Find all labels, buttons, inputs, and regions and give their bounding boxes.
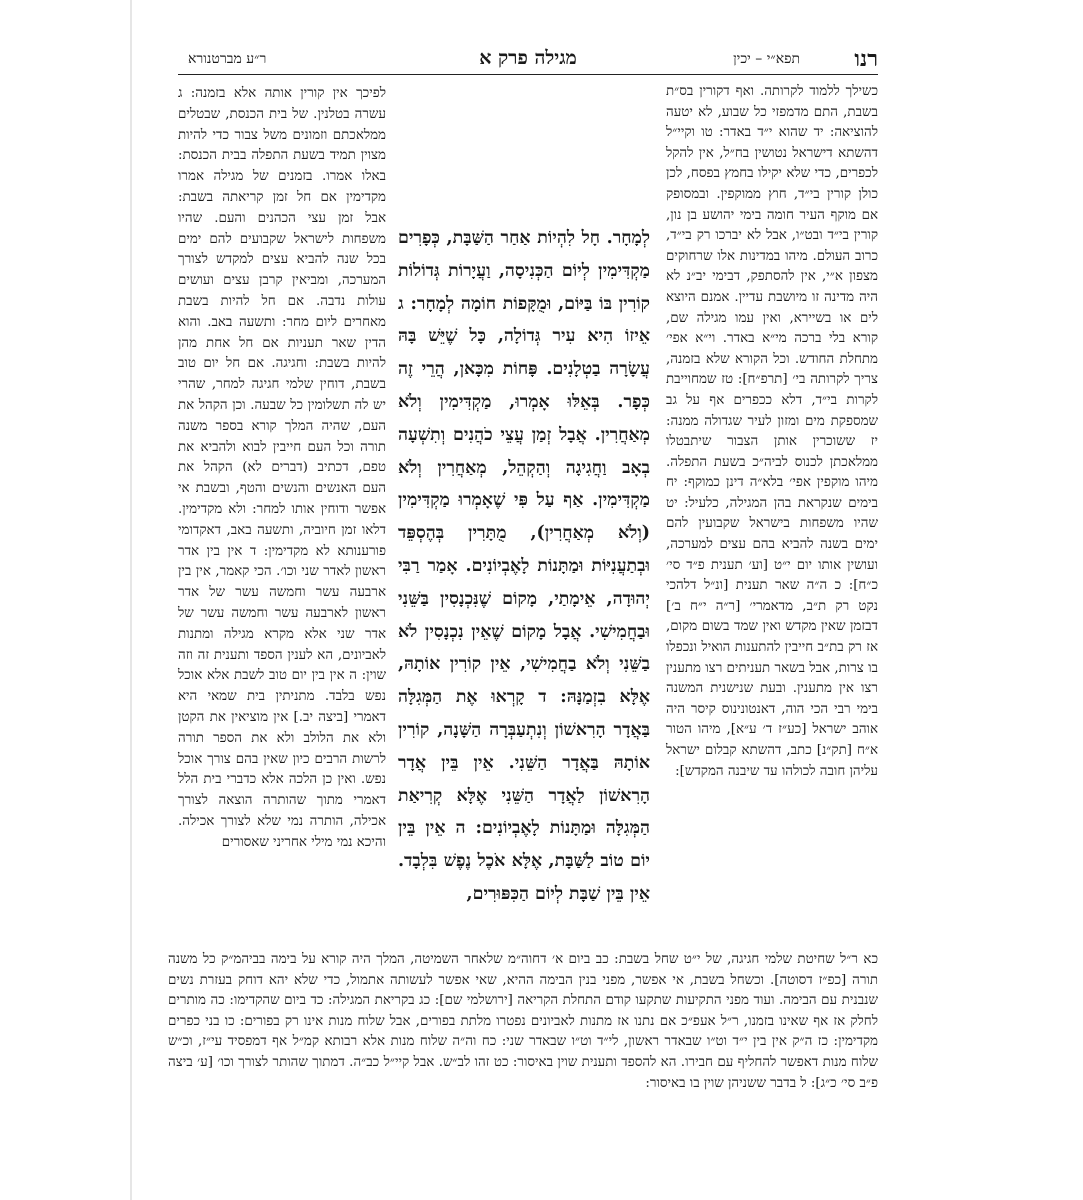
bartenura-label: ר״ע מברטנורא — [188, 51, 267, 67]
page-title: מגילה פרק א — [479, 47, 577, 69]
mishnah-text-column — [398, 222, 650, 911]
running-header — [178, 46, 878, 75]
bartenura-commentary-text: לפיכך אין קורין אותה אלא בזמנה: ג עשרה בטלנין. של בית הכנסת, שבטלים ממלאכתם וזמונים משל צבור כדי להיות מצוין תמיד בשעת התפלה בבית הכנסת: באלו אמרו. בזמנים של מגילה אמרו מקדימין אם חל זמן קריאתה בשבת: אבל זמן עצי הכהנים והעם. שהיו משפחות לישראל שקבועים להם ימים בכל שנה להביא עצים למקדש לצורך המערכה, ומביאין קרבן עצים ועושים עולות נדבה. אם חל להיות בשבת מאחרים ליום מחר: ותשעה באב. והוא הדין שאר תעניות אם חל אחת מהן להיות בשבת: וחגיגה. אם חל יום טוב בשבת, דוחין שלמי חגיגה למחר, שהרי יש לה תשלומין כל שבעה. וכן הקהל את העם, שהיה המלך קורא בספר משנה תורה וכל העם חייבין לבוא ולהביא את טפם, דכתיב (דברים לא) הקהל את העם האנשים והנשים והטף, ובשבת אי אפשר ודוחין אותו למחר: ולא מקדימין. דלאו זמן חיוביה, ותשעה באב, דאקדומי פורענותא לא מקדימין: ד אין בין אדר ראשון לאדר שני וכו׳. הכי קאמר, אין בין ארבעה עשר וחמשה עשר של אדר ראשון לארבעה עשר וחמשה עשר של אדר שני אלא מקרא מגילה ומתנות לאביונים, הא לענין הספד ותענית זה וזה שוין: ה אין בין יום טוב לשבת אלא אוכל נפש בלבד. מתניתין בית שמאי היא דאמרי [ביצה יב.] אין מוציאין את הקטן ולא את הלולב ולא את הספר תורה לרשות הרבים כיון שאין בהם צורך אוכל נפש. ואין כן הלכה אלא כדברי בית הלל דאמרי מתוך שהותרה הוצאה לצורך אכילה, הותרה נמי שלא לצורך אכילה. והיכא נמי מילי אחריני שאסורים — [178, 86, 386, 850]
bartenura-commentary-column — [178, 84, 386, 853]
page-edge — [130, 0, 132, 1200]
commentary-label: תפא״י – יכין — [733, 51, 800, 67]
page — [168, 46, 878, 1126]
yachin-commentary-column — [666, 82, 878, 782]
yachin-commentary-text: כשילך ללמוד לקרותה. ואף דקורין בס״ת בשבת, התם מדמפזי כל שבוע, לא יטעה להוציאה: יד שהוא י״ד באדר: טו וקיי״ל דהשתא דישראל נטושין בח״ל, אין להקל לכפרים, כדי שלא יקילו בחמץ בפסח, לכן כולן קורין בי״ד, חוץ ממוקפין. ובמסופק אם מוקף העיר חומה בימי יהושע בן נון, קורין בי״ד ובט״ו, אבל לא יברכו רק בי״ד, כרוב העולם. מיהו במדינות אלו שרחוקים מצפון א״י, אין להסתפק, דבימי יב״נ לא היה מדינה זו מיושבת עדיין. אמנם היוצא לים או בשיירא, ואין עמו מגילה שם, קורא בלי ברכה מי״א באדר. וי״א אפי׳ מתחלת החודש. וכל הקורא שלא בזמנה, צריך לקרותה בי׳ [תרפ״ח]: טז שמחוייבת לקרות בי״ד, דלא ככפרים אף על גב שמספקת מים ומזון לעיר שגדולה ממנה: יז ששוכרין אותן הצבור שיתבטלו ממלאכתן לכנוס לביה״כ בשעת התפלה. מיהו מוקפין אפי׳ בלא״ה דינן כמוקף: יח בימים שנקראת בהן המגילה, כלעיל: יט שהיו משפחות בישראל שקבועין להם ימים בשנה להביא בהם עצים למערכה, ועושין אותו יום י״ט [וע׳ תענית פ״ד סי׳ כ״ח]: כ ה״ה שאר תענית [ונ״ל דלהכי נקט רק ת״ב, מדאמרי׳ [ר״ה י״ח ב׳] דבזמן שאין מקדש ואין שמד בשום מקום, אז רק בת״ב חייבין להתענות הואיל ונכפלו בו צרות, אבל בשאר תעניתים רצו מתענין רצו אין מתענין. ובעת שנישנית המשנה בימי רבי הכי הוה, דאנטונינוס קיסר היה אוהב ישראל [כע״ז ד׳ ע״א], מיהו הטור א״ח [תק״נ] כתב, דהשתא קבלום ישראל עליהן חובה לכולהו עד שיבנה המקדש]: — [666, 84, 878, 779]
page-number: רנו — [854, 46, 878, 72]
mishnah-text: לְמָחָר. חָל לִהְיוֹת אַחַר הַשַּׁבָּת, כְּפָרִים מַקְדִּימִין לְיוֹם הַכְּנִיסָה, וַעֲיָרוֹת גְּדוֹלוֹת קוֹרִין בּוֹ בַּיּוֹם, וּמֻקָּפוֹת חוֹמָה לְמָחָר: ג אֵיזוֹ הִיא עִיר גְּדוֹלָה, כָּל שֶׁיֵּשׁ בָּהּ עֲשָׂרָה בַטְלָנִים. פָּחוֹת מִכָּאן, הֲרֵי זֶה כְּפָר. בְּאֵלּוּ אָמְרוּ, מַקְדִּימִין וְלֹא מְאַחֲרִין. אֲבָל זְמַן עֲצֵי כֹהֲנִים וְתִשְׁעָה בְאָב וַחֲגִיגָה וְהַקְהֵל, מְאַחֲרִין וְלֹא מַקְדִּימִין. אַף עַל פִּי שֶׁאָמְרוּ מַקְדִּימִין (וְלֹא מְאַחֲרִין), מֻתָּרִין בְּהֶסְפֵּד וּבְתַעֲנִיּוֹת וּמַתָּנוֹת לָאֶבְיוֹנִים. אָמַר רַבִּי יְהוּדָה, אֵימָתַי, מָקוֹם שֶׁנִּכְנָסִין בַּשֵּׁנִי וּבַחֲמִישִׁי. אֲבָל מָקוֹם שֶׁאֵין נִכְנָסִין לֹא בַשֵּׁנִי וְלֹא בַחֲמִישִׁי, אֵין קוֹרִין אוֹתָהּ, אֶלָּא בִזְמַנָּהּ: ד קָרְאוּ אֶת הַמְּגִלָּה בַּאֲדָר הָרִאשׁוֹן וְנִתְעַבְּרָה הַשָּׁנָה, קוֹרִין אוֹתָהּ בַּאֲדָר הַשֵּׁנִי. אֵין בֵּין אֲדָר הָרִאשׁוֹן לַאֲדָר הַשֵּׁנִי אֶלָּא קְרִיאַת הַמְּגִלָּה וּמַתָּנוֹת לָאֶבְיוֹנִים: ה אֵין בֵּין יוֹם טוֹב לַשַּׁבָּת, אֶלָּא אֹכֶל נֶפֶשׁ בִּלְבָד. אֵין בֵּין שַׁבָּת לְיוֹם הַכִּפּוּרִים, — [398, 228, 650, 904]
footnotes-text: כא ר״ל שחיטת שלמי חגיגה, של י״ט שחל בשבת: כב ביום א׳ דחוה״מ שלאחר השמיטה, המלך היה קורא על בימה בביהמ״ק כל משנה תורה [כפ״ז דסוטה]. וכשחל בשבת, אי אפשר, מפני בנין הבימה ההיא, שאי אפשר לעשותה אתמול, כדי שלא יהא דוחק בעזרת נשים שנבנית עם הבימה. ועוד מפני התקיעות שתקעו קודם התחלת הקריאה [ירושלמי שם]: כג בקריאת המגילה: כד ביום שהקדימו: כה מותרים לחלק אז אף שאינו בזמנו, ר״ל אעפ״כ אם נתנו אז מתנות לאביונים נפטרו מלתת בפורים, אבל שלוח מנות אינו רק בפורים: כו בני כפרים מקדימין: כז ה״ק אין בין י״ד וט״ו שבאדר ראשון, לי״ד וט״ו שבאדר שני: כח וה״ה שלוח מנות אלא רבותא קמ״ל אף דמפסיד עי״ז, וכ״ש שלוח מנות דאפשר להחליף עם חבירו. הא להספד ותענית שוין באיסור: כט זהו לב״ש. אבל קיי״ל כב״ה. דמתוך שהותר לצורך וכו׳ [ע׳ ביצה פ״ב סי׳ כ״ג]: ל בדבר ששניהן שוין בו באיסור: — [168, 952, 878, 1091]
footnotes-block — [168, 950, 878, 1094]
